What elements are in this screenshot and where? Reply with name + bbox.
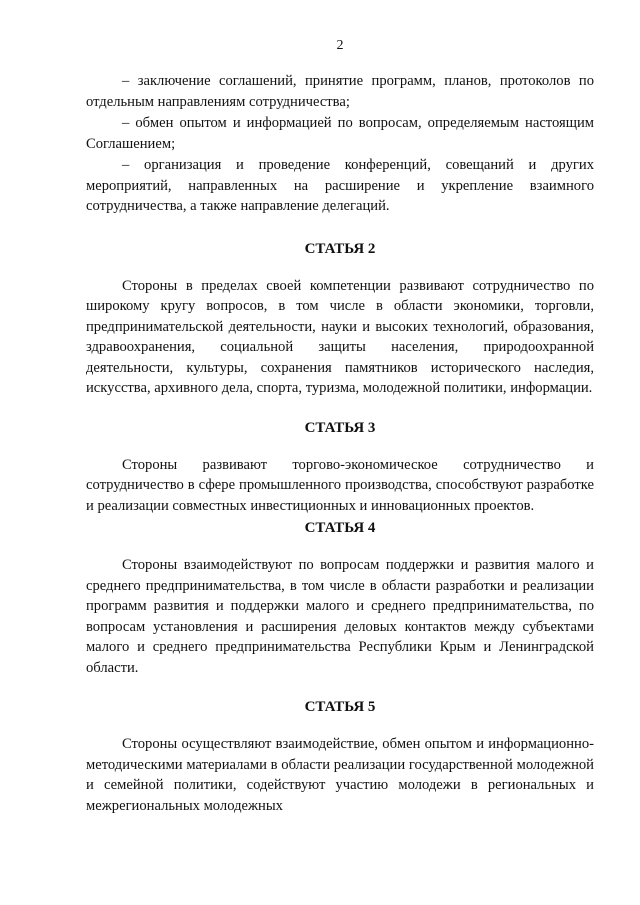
- article-5-text: Стороны осуществляют взаимодействие, обмен опытом и информационно-методическими материалами в области реализации государственной молодежной и семейной политики, содействуют участию молодежи в региональных и межрегиональных молодежных: [86, 736, 594, 814]
- list-item-conferences: – организация и проведение конференций, совещаний и других мероприятий, направленных на расширение и укрепление взаимного сотрудничества, а также направление делегаций.: [86, 157, 594, 214]
- page-number: 2: [336, 38, 344, 53]
- list-item-agreements: – заключение соглашений, принятие программ, планов, протоколов по отдельным направлениям сотрудничества;: [86, 73, 594, 110]
- article-3-heading: СТАТЬЯ 3: [304, 419, 376, 436]
- document-body: [86, 71, 594, 816]
- article-2-heading: СТАТЬЯ 2: [304, 240, 376, 257]
- article-3-text: Стороны развивают торгово-экономическое сотрудничество и сотрудничество в сфере промышленного производства, способствуют разработке и реализации совместных инвестиционных и инновационных проектов.: [86, 456, 594, 514]
- article-2-text: Стороны в пределах своей компетенции развивают сотрудничество по широкому кругу вопросов, в том числе в области экономики, торговли, предпринимательской деятельности, науки и высоких технологий, образования, здравоохранения, социальной защиты населения, природоохранной деятельности, культуры, сохранения памятников исторического наследия, искусства, архивного дела, спорта, туризма, молодежной политики, информации.: [86, 277, 594, 396]
- list-item-experience-exchange: – обмен опытом и информацией по вопросам, определяемым настоящим Соглашением;: [86, 115, 594, 152]
- article-5-heading: СТАТЬЯ 5: [304, 699, 376, 715]
- article-4-heading: СТАТЬЯ 4: [304, 520, 376, 536]
- article-4-text: Стороны взаимодействуют по вопросам поддержки и развития малого и среднего предпринимательства, в том числе в области разработки и реализации программ развития и поддержки малого и среднего предпринимательства, по вопросам установления и расширения деловых контактов между субъектами малого и среднего предпринимательства Республики Крым и Ленинградской области.: [86, 557, 594, 676]
